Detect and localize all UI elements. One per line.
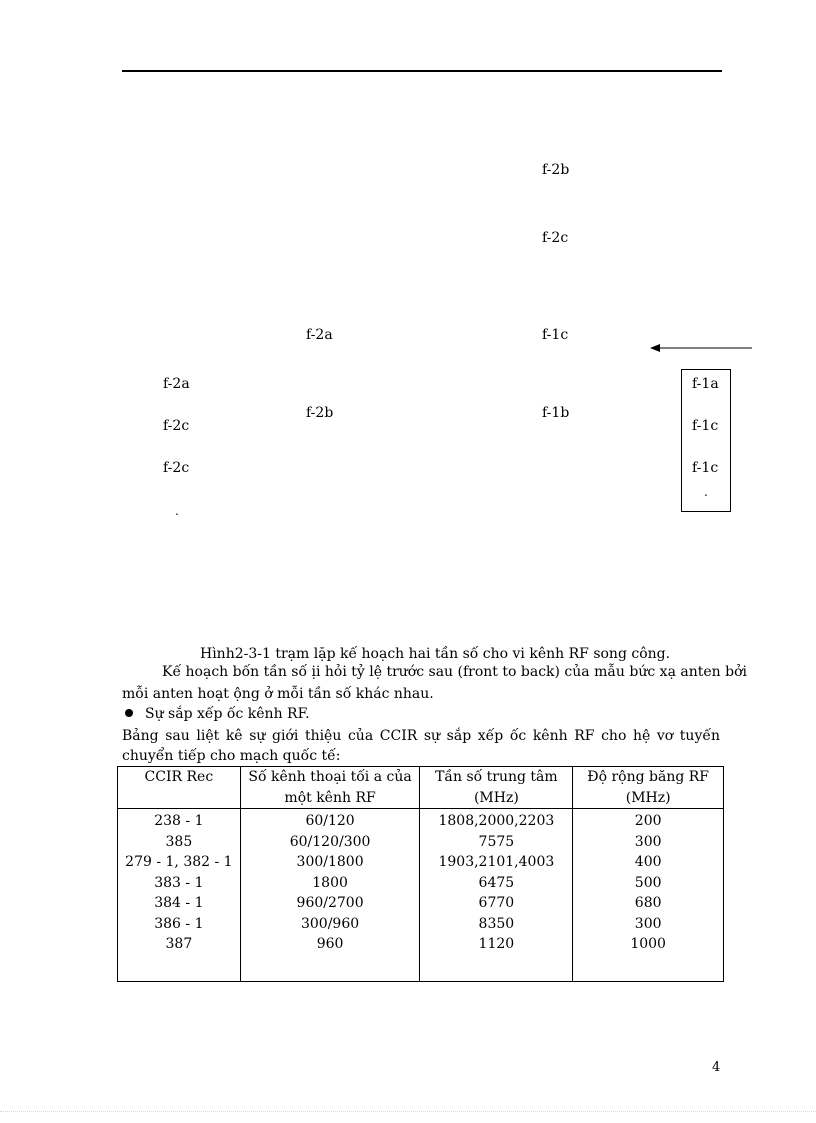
cell-channels: 60/120 [240,809,420,832]
cell-ccir-rec: 387 [118,934,241,981]
cell-channels: 960 [240,934,420,981]
cell-bandwidth: 300 [573,832,724,853]
table-row [118,852,724,873]
freq-label: f-1c [542,327,569,343]
cell-channels: 300/960 [240,914,420,935]
header-center-freq: Tần số trung tâm (MHz) [420,767,573,809]
frequency-box [681,369,731,512]
cell-bandwidth: 1000 [573,934,724,981]
table-row [118,934,724,981]
freq-label: f-1c [692,460,719,476]
cell-ccir-rec: 385 [118,832,241,853]
cell-bandwidth: 500 [573,873,724,894]
cell-bandwidth: 300 [573,914,724,935]
freq-label: f-2a [306,327,333,343]
table-row [118,809,724,832]
cell-center-freq: 6475 [420,873,573,894]
dot-mark: . [175,504,179,518]
cell-bandwidth: 680 [573,893,724,914]
bullet-item [125,704,310,724]
bullet-text: Sự sắp xếp ốc kênh RF. [145,706,310,722]
cell-bandwidth: 400 [573,852,724,873]
header-channels: Số kênh thoại tối a của một kênh RF [240,767,420,809]
bullet-icon [125,709,133,717]
cell-center-freq: 1120 [420,934,573,981]
paragraph-line: mỗi anten hoạt ộng ở mỗi tần số khác nhau. [122,686,434,702]
freq-label: f-2c [163,418,190,434]
freq-label: f-2c [163,460,190,476]
cell-center-freq: 1808,2000,2203 [420,809,573,832]
freq-label: f-1c [692,418,719,434]
ccir-table [117,766,724,982]
figure-caption: Hình2-3-1 trạm lặp kế hoạch hai tần số cho vi kênh RF song công. [200,646,671,662]
cell-ccir-rec: 238 - 1 [118,809,241,832]
freq-label: f-2b [306,405,334,421]
cell-bandwidth: 200 [573,809,724,832]
cell-channels: 300/1800 [240,852,420,873]
arrow-left-icon [650,342,752,354]
cell-channels: 1800 [240,873,420,894]
paragraph-line: Kế hoạch bốn tần số ịi hỏi tỷ lệ trước sau (front to back) của mẫu bức xạ anten bởi [162,664,747,680]
cell-center-freq: 7575 [420,832,573,853]
cell-ccir-rec: 386 - 1 [118,914,241,935]
freq-label: f-2c [542,230,569,246]
cell-ccir-rec: 383 - 1 [118,873,241,894]
cell-center-freq: 6770 [420,893,573,914]
cell-channels: 960/2700 [240,893,420,914]
header-bandwidth: Độ rộng băng RF (MHz) [573,767,724,809]
freq-label: f-2b [542,162,570,178]
freq-label: f-2a [163,376,190,392]
table-row [118,832,724,853]
table-header-row [118,767,724,809]
header-ccir-rec: CCIR Rec [118,767,241,809]
dot-mark: . [704,485,708,499]
cell-center-freq: 8350 [420,914,573,935]
intro-paragraph: Bảng sau liệt kê sự giới thiệu của CCIR sự sắp xếp ốc kênh RF cho hệ vơ tuyến chuyển tiếp cho mạch quốc tế: [122,728,720,764]
cell-channels: 60/120/300 [240,832,420,853]
table-row [118,914,724,935]
cell-ccir-rec: 384 - 1 [118,893,241,914]
table-row [118,893,724,914]
freq-label: f-1a [692,376,719,392]
cell-center-freq: 1903,2101,4003 [420,852,573,873]
bottom-divider [0,1111,816,1112]
freq-label: f-1b [542,405,570,421]
table-row [118,873,724,894]
header-rule [122,70,722,72]
cell-ccir-rec: 279 - 1, 382 - 1 [118,852,241,873]
page-number: 4 [712,1060,721,1075]
